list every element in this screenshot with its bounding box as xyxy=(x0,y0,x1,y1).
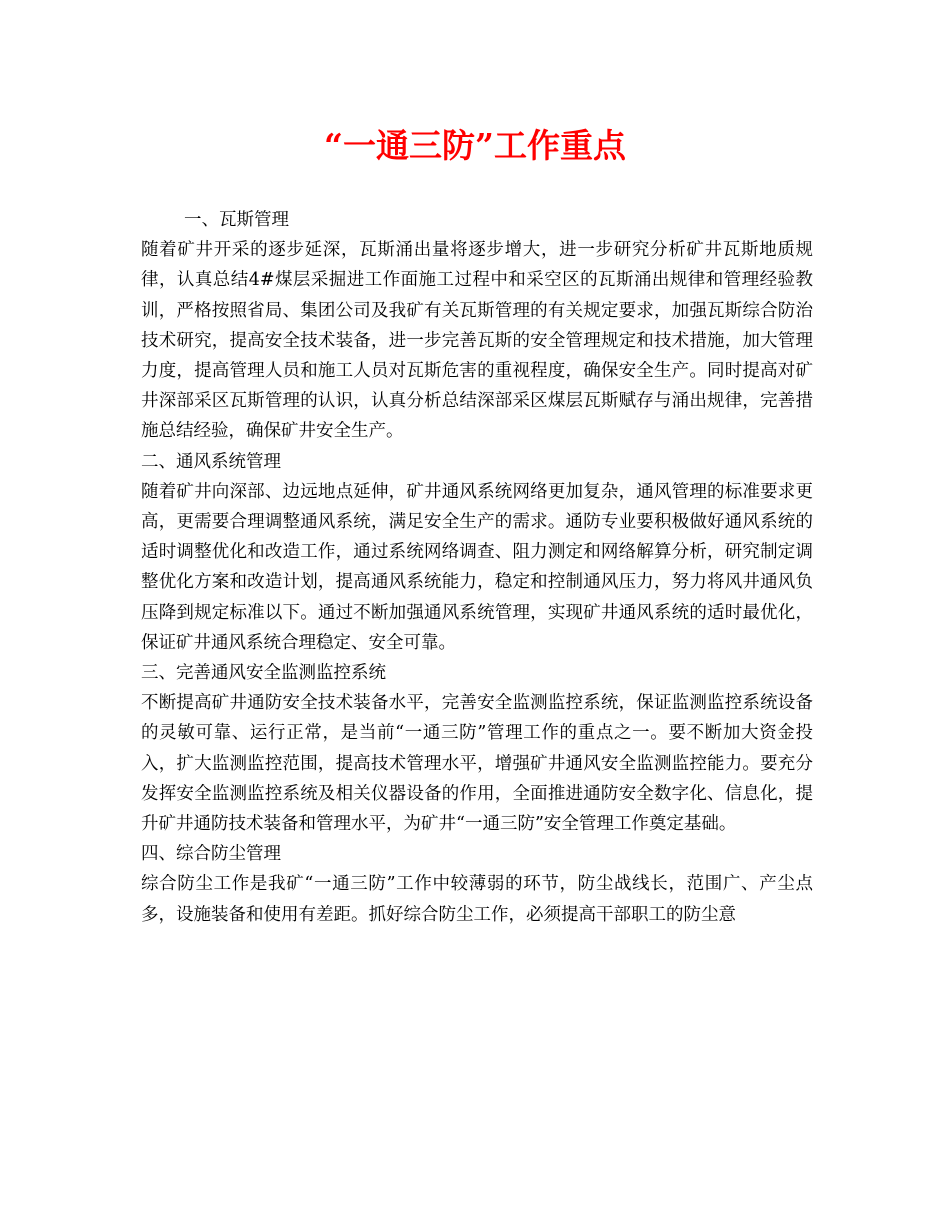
section-paragraph: 不断提高矿井通防安全技术装备水平，完善安全监测监控系统，保证监测监控系统设备的灵敏可靠、运行正常，是当前“一通三防”管理工作的重点之一。要不断加大资金投入，扩大监测监控范围，提高技术管理水平，增强矿井通风安全监测监控能力。要充分发挥安全监测监控系统及相关仪器设备的作用，全面推进通防安全数字化、信息化，提升矿井通防技术装备和管理水平，为矿井“一通三防”安全管理工作奠定基础。 xyxy=(141,693,813,835)
section-heading: 二、通风系统管理 xyxy=(141,451,281,472)
document-title: “一通三防”工作重点 xyxy=(324,126,626,165)
section-paragraph: 随着矿井开采的逐步延深，瓦斯涌出量将逐步增大，进一步研究分析矿井瓦斯地质规律，认真总结4#煤层采掘进工作面施工过程中和采空区的瓦斯涌出规律和管理经验教训，严格按照省局、集团公司及我矿有关瓦斯管理的有关规定要求，加强瓦斯综合防治技术研究，提高安全技术装备，进一步完善瓦斯的安全管理规定和技术措施，加大管理力度，提高管理人员和施工人员对瓦斯危害的重视程度，确保安全生产。同时提高对矿井深部采区瓦斯管理的认识，认真分析总结深部采区煤层瓦斯赋存与涌出规律，完善措施总结经验，确保矿井安全生产。 xyxy=(141,240,813,442)
document-body xyxy=(141,205,813,930)
section-paragraph: 综合防尘工作是我矿“一通三防”工作中较薄弱的环节，防尘战线长，范围广、产尘点多，设施装备和使用有差距。抓好综合防尘工作，必须提高干部职工的防尘意 xyxy=(141,874,813,925)
section-ventilation-system xyxy=(141,447,813,658)
section-heading: 一、瓦斯管理 xyxy=(184,210,289,230)
section-heading: 四、综合防尘管理 xyxy=(141,844,281,865)
section-monitoring-system xyxy=(141,658,813,839)
section-gas-management xyxy=(141,205,813,447)
section-dust-prevention xyxy=(141,839,813,930)
section-paragraph: 随着矿井向深部、边远地点延伸，矿井通风系统网络更加复杂，通风管理的标准要求更高，更需要合理调整通风系统，满足安全生产的需求。通防专业要积极做好通风系统的适时调整优化和改造工作，通过系统网络调查、阻力测定和网络解算分析，研究制定调整优化方案和改造计划，提高通风系统能力，稳定和控制通风压力，努力将风井通风负压降到规定标准以下。通过不断加强通风系统管理，实现矿井通风系统的适时最优化，保证矿井通风系统合理稳定、安全可靠。 xyxy=(141,481,813,653)
section-heading: 三、完善通风安全监测监控系统 xyxy=(141,663,386,684)
